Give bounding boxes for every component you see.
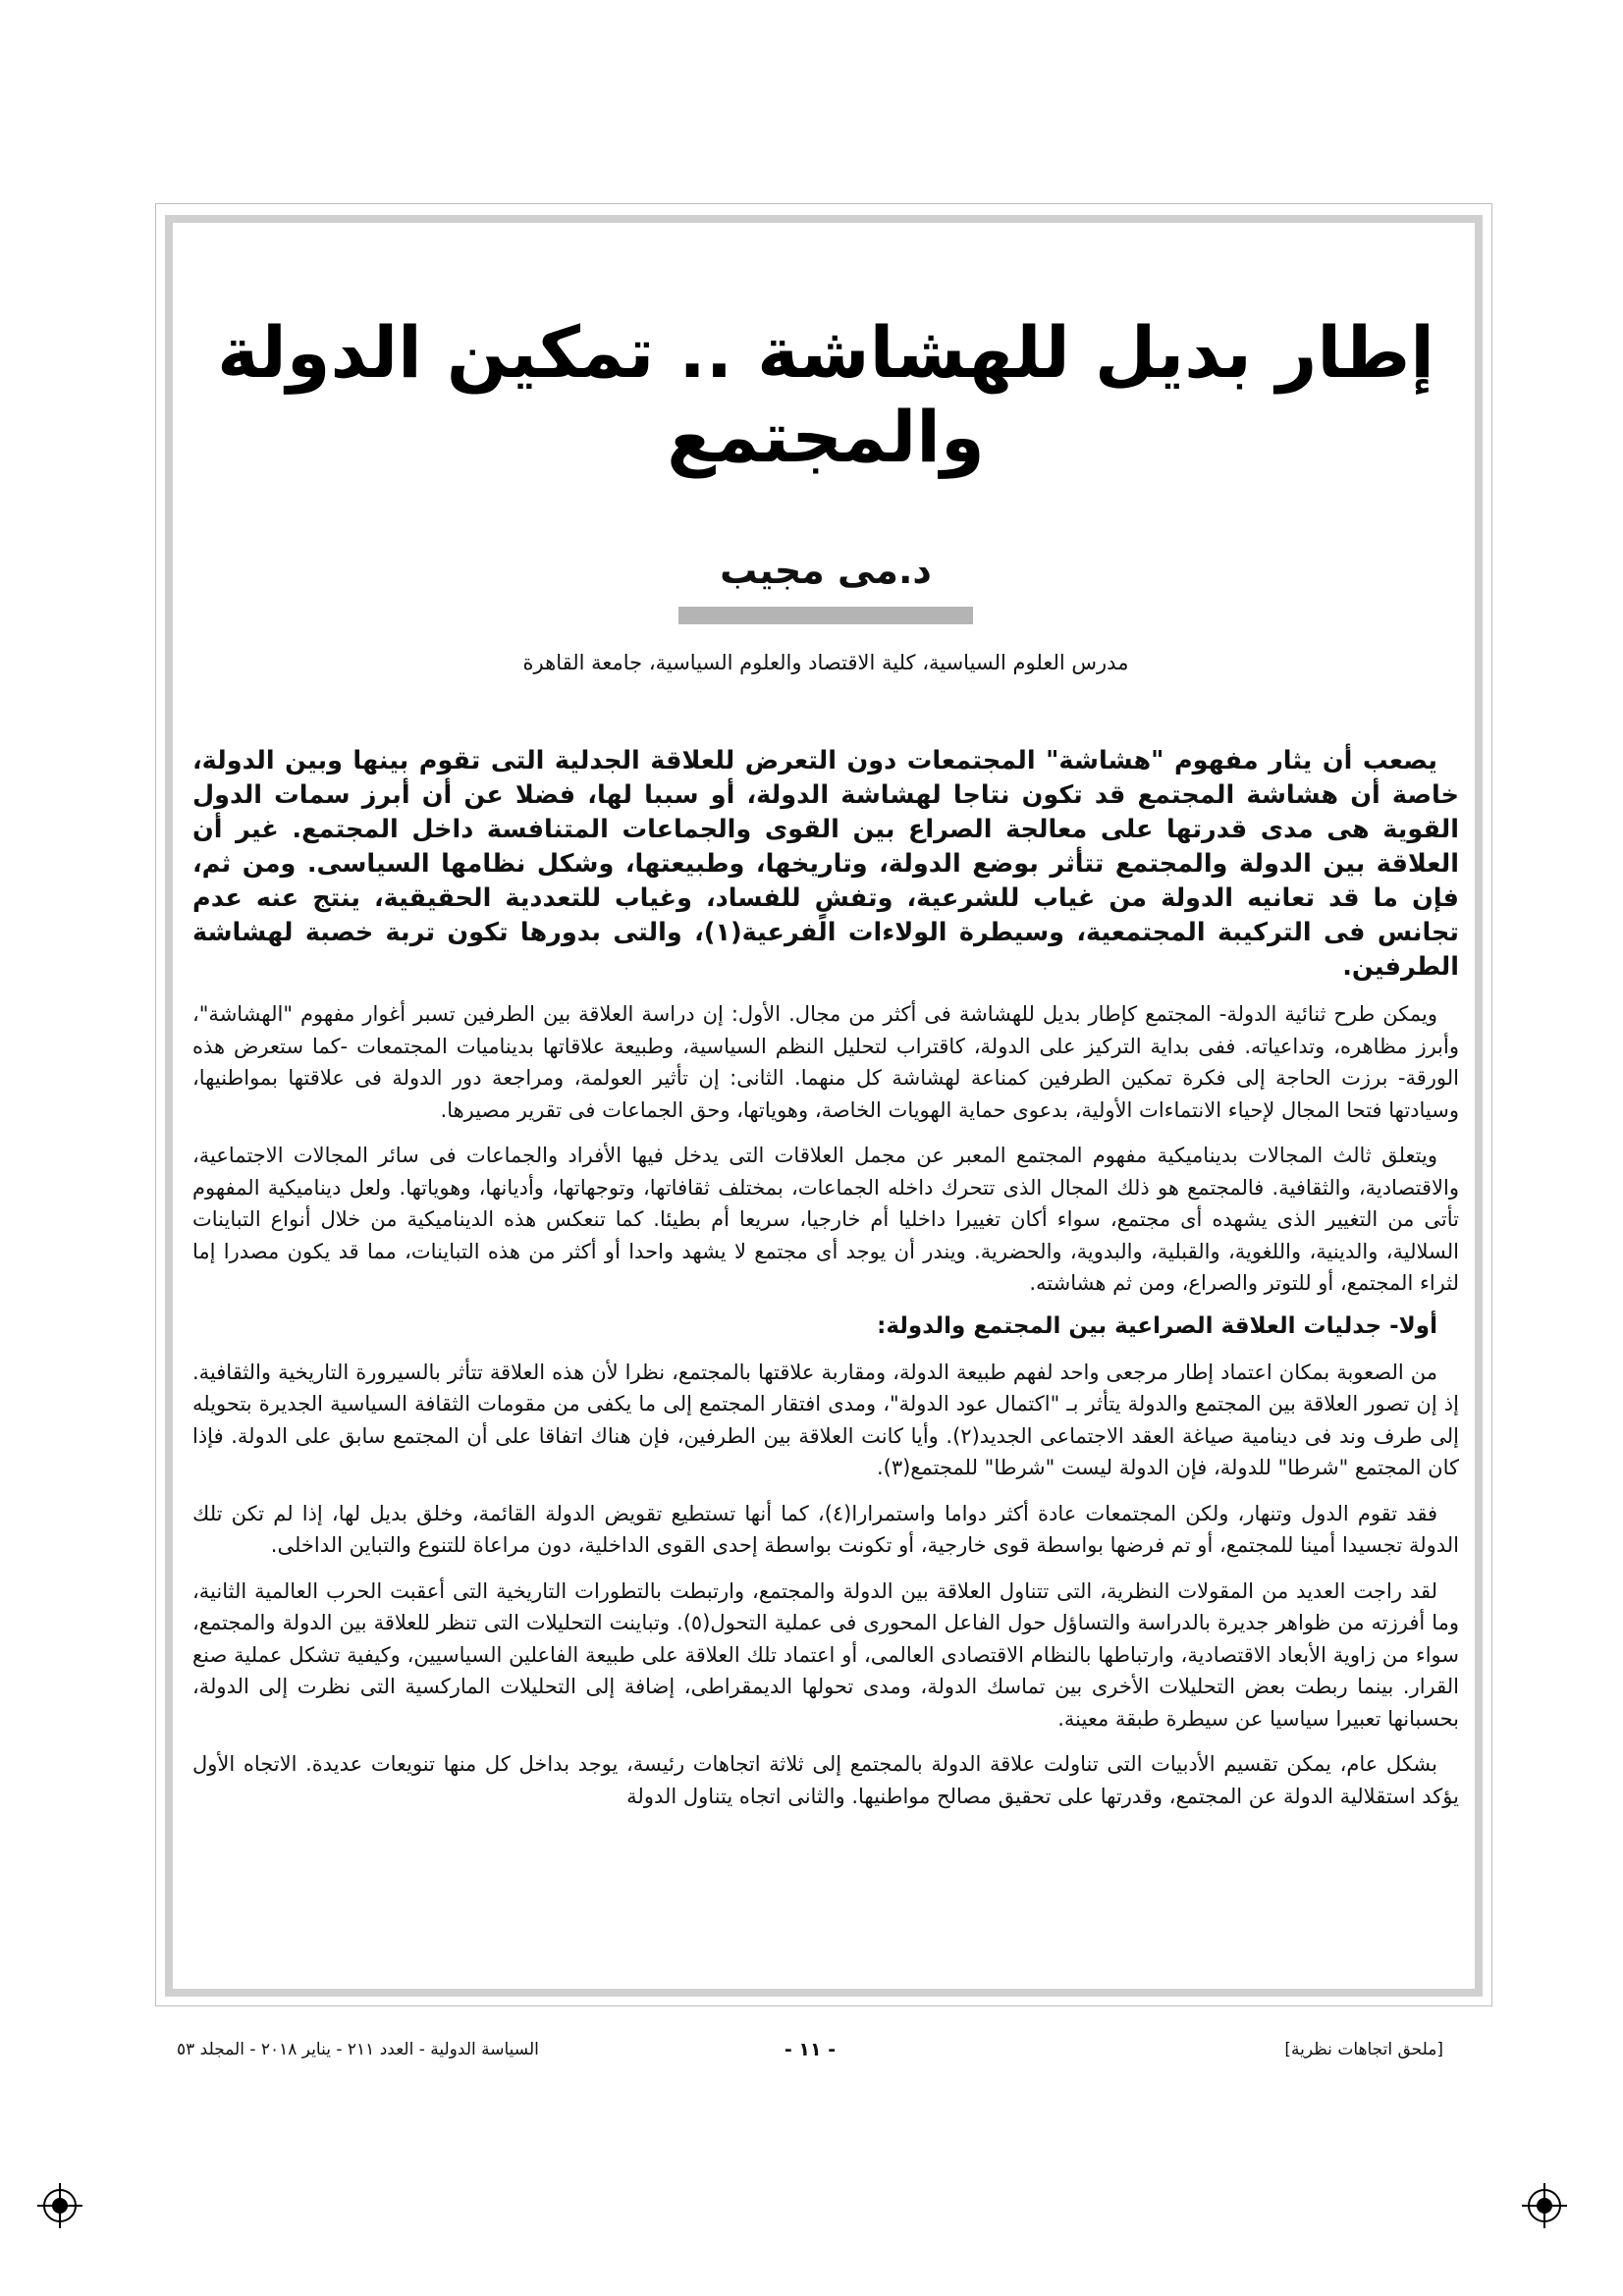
section-paragraph-3: لقد راجت العديد من المقولات النظرية، التى تتناول العلاقة بين الدولة والمجتمع، وارتبطت بالتطورات التاريخية التى أعقبت الحرب العالمية الثانية، وما أفرزته من ظواهر جديرة بالدراسة والتساؤل حول الفاعل المحورى فى عملية التحول(٥). وتباينت التحليلات التى تنظر للعلاقة بين الدولة والمجتمع، سواء من زاوية الأبعاد الاقتصادية، وارتباطها بالنظام الاقتصادى العالمى، أو اعتماد تلك العلاقة على طبيعة الفاعلين السياسيين، وكيفية تشكل عملية صنع القرار. بينما ربطت بعض التحليلات الأخرى بين تماسك الدولة، ومدى تحولها الديمقراطى، إضافة إلى التحليلات الماركسية التى نظرت إلى الدولة، بحسبانها تعبيرا سياسيا عن سيطرة طبقة معينة. (192, 1578, 1459, 1731)
article-author: د.مى مجيب (720, 549, 932, 592)
body-paragraph-1: ويمكن طرح ثنائية الدولة- المجتمع كإطار بديل للهشاشة فى أكثر من مجال. الأول: إن دراسة العلاقة بين الطرفين تسبر أغوار مفهوم "الهشاشة"، وأبرز مظاهره، وتداعياته. ففى بداية التركيز على الدولة، كاقتراب لتحليل النظم السياسية، وطبيعة علاقاتها بديناميات المجتمعات -كما ستعرض هذه الورقة- برزت الحاجة إلى فكرة تمكين الطرفين كمناعة لهشاشة كل منهما. الثانى: إن تأثير العولمة، ومراجعة دور الدولة فى علاقتها بمواطنيها، وسيادتها فتحا المجال لإحياء الانتماءات الأولية، بدعوى حماية الهويات الخاصة، وهوياتها، وحق الجماعات فى تقرير مصيرها. (192, 1002, 1459, 1122)
section-paragraph-1: من الصعوبة بمكان اعتماد إطار مرجعى واحد لفهم طبيعة الدولة، ومقاربة علاقتها بالمجتمع، نظرا لأن هذه العلاقة تتأثر بالسيرورة التاريخية والثقافية. إذ إن تصور العلاقة بين المجتمع والدولة يتأثر بـ "اكتمال عود الدولة"، ومدى افتقار المجتمع إلى ما يكفى من مقومات الثقافة السياسية الجديرة بتحويله إلى طرف وند فى دينامية صياغة العقد الاجتماعى الجديد(٢). وأيا كانت العلاقة بين الطرفين، فإن هناك اتفاقا على أن المجتمع سابق على الدولة. فإذا كان المجتمع "شرطا" للدولة، فإن الدولة ليست "شرطا" للمجتمع(٣). (192, 1360, 1459, 1479)
body-paragraph-2: ويتعلق ثالث المجالات بديناميكية مفهوم المجتمع المعبر عن مجمل العلاقات التى يدخل فيها الأفراد والجماعات فى سائر المجالات الاجتماعية، والاقتصادية، والثقافية. فالمجتمع هو ذلك المجال الذى تتحرك داخله الجماعات، بمختلف ثقافاتها، وتوجهاتها، وأديانها، وهوياتها. ولعل ديناميكية المفهوم تأتى من التغيير الذى يشهده أى مجتمع، سواء أكان تغييرا داخليا أم خارجيا، سريعا أم بطيئا. كما تنعكس هذه الديناميكية من خلال أنواع التباينات السلالية، والدينية، واللغوية، والقبلية، والبدوية، والحضرية. ويندر أن يوجد أى مجتمع لا يشهد واحدا أو أكثر من هذه التباينات، مما قد يكون مصدرا إما لثراء المجتمع، أو للتوتر والصراع، ومن ثم هشاشته. (192, 1144, 1459, 1295)
footer-section-label: [ملحق اتجاهات نظرية] (1284, 2040, 1443, 2059)
registration-mark-icon (1520, 2181, 1569, 2230)
footer-page-number: - ١١ - (784, 2039, 837, 2060)
section-heading: أولا- جدليات العلاقة الصراعية بين المجتمع والدولة: (877, 1312, 1437, 1339)
author-underline-bar (678, 607, 973, 624)
registration-mark-icon (35, 2181, 84, 2230)
page-footer (177, 2030, 1443, 2069)
section-paragraph-4: بشكل عام، يمكن تقسيم الأدبيات التى تناولت علاقة الدولة بالمجتمع إلى ثلاثة اتجاهات رئيسة، يوجد بداخل كل منها تنويعات عديدة. الاتجاه الأول يؤكد استقلالية الدولة عن المجتمع، وقدرتها على تحقيق مصالح مواطنيها. والثانى اتجاه يتناول الدولة (192, 1752, 1459, 1808)
article-title: إطار بديل للهشاشة .. تمكين الدولة والمجتمع (217, 311, 1434, 478)
section-paragraph-2: فقد تقوم الدول وتنهار، ولكن المجتمعات عادة أكثر دواما واستمرارا(٤)، كما أنها تستطيع تقويض الدولة القائمة، وخلق بديل لها، إذا لم تكن تلك الدولة تجسيدا أمينا للمجتمع، أو تم فرضها بواسطة قوى خارجية، أو تكونت بواسطة إحدى القوى الداخلية، دون مراعاة للتنوع والتباين الداخلى. (192, 1501, 1459, 1557)
author-affiliation: مدرس العلوم السياسية، كلية الاقتصاد والعلوم السياسية، جامعة القاهرة (522, 651, 1129, 674)
footer-journal-info: السياسة الدولية - العدد ٢١١ - يناير ٢٠١٨ - المجلد ٥٣ (177, 2040, 539, 2059)
article-abstract: يصعب أن يثار مفهوم "هشاشة" المجتمعات دون التعرض للعلاقة الجدلية التى تقوم بينها وبين الدولة، خاصة أن هشاشة المجتمع قد تكون نتاجا لهشاشة الدولة، أو سببا لها، فضلا عن أن أبرز سمات الدول القوية هى مدى قدرتها على معالجة الصراع بين القوى والجماعات المتنافسة داخل المجتمع. غير أن العلاقة بين الدولة والمجتمع تتأثر بوضع الدولة، وتاريخها، وطبيعتها، وشكل نظامها السياسى. ومن ثم، فإن ما قد تعانيه الدولة من غياب للشرعية، وتفشٍ للفساد، وغياب للتعددية الحقيقية، ينتج عنه عدم تجانس فى التركيبة المجتمعية، وسيطرة الولاءات الفرعية(١)، والتى بدورها تكون تربة خصبة لهشاشة الطرفين. (192, 746, 1459, 982)
article-content (192, 236, 1459, 1983)
